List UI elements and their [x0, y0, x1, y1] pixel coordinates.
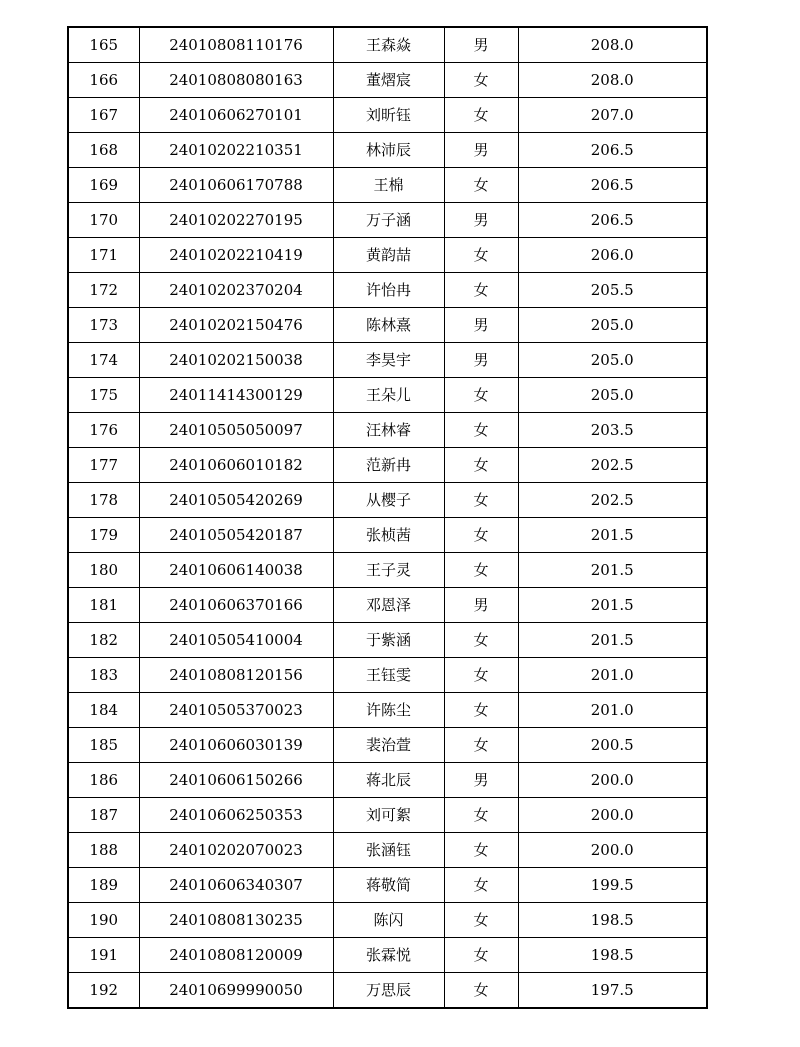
rank-cell: 180 — [68, 553, 139, 588]
score-cell: 201.0 — [518, 693, 707, 728]
exam-id-cell: 24010606010182 — [139, 448, 333, 483]
rank-cell: 187 — [68, 798, 139, 833]
student-name-cell: 张桢茜 — [333, 518, 444, 553]
exam-id-cell: 24010202150038 — [139, 343, 333, 378]
student-name-cell: 从樱子 — [333, 483, 444, 518]
exam-id-cell: 24010606170788 — [139, 168, 333, 203]
table-row — [68, 27, 707, 63]
rank-cell: 178 — [68, 483, 139, 518]
table-body — [68, 27, 707, 1008]
student-name-cell: 万思辰 — [333, 973, 444, 1009]
exam-id-cell: 24010606150266 — [139, 763, 333, 798]
student-name-cell: 裴治萱 — [333, 728, 444, 763]
gender-cell: 女 — [444, 518, 518, 553]
score-cell: 198.5 — [518, 938, 707, 973]
score-cell: 207.0 — [518, 98, 707, 133]
student-name-cell: 王森焱 — [333, 27, 444, 63]
student-name-cell: 林沛辰 — [333, 133, 444, 168]
table-row — [68, 693, 707, 728]
exam-id-cell: 24010606270101 — [139, 98, 333, 133]
table-row — [68, 413, 707, 448]
gender-cell: 女 — [444, 623, 518, 658]
gender-cell: 女 — [444, 693, 518, 728]
rank-cell: 183 — [68, 658, 139, 693]
exam-id-cell: 24010202270195 — [139, 203, 333, 238]
student-name-cell: 黄韵喆 — [333, 238, 444, 273]
score-cell: 206.5 — [518, 203, 707, 238]
exam-id-cell: 24010202210419 — [139, 238, 333, 273]
score-cell: 201.5 — [518, 553, 707, 588]
gender-cell: 女 — [444, 553, 518, 588]
exam-id-cell: 24010808110176 — [139, 27, 333, 63]
table-row — [68, 973, 707, 1009]
student-name-cell: 张涵钰 — [333, 833, 444, 868]
table-row — [68, 448, 707, 483]
exam-id-cell: 24010606250353 — [139, 798, 333, 833]
score-cell: 198.5 — [518, 903, 707, 938]
score-cell: 200.5 — [518, 728, 707, 763]
score-cell: 201.5 — [518, 623, 707, 658]
rank-cell: 172 — [68, 273, 139, 308]
student-name-cell: 王朵儿 — [333, 378, 444, 413]
student-name-cell: 许陈尘 — [333, 693, 444, 728]
exam-id-cell: 24010202210351 — [139, 133, 333, 168]
student-name-cell: 蒋敬简 — [333, 868, 444, 903]
gender-cell: 女 — [444, 98, 518, 133]
exam-id-cell: 24010505370023 — [139, 693, 333, 728]
student-name-cell: 于紫涵 — [333, 623, 444, 658]
student-name-cell: 刘昕钰 — [333, 98, 444, 133]
rank-cell: 191 — [68, 938, 139, 973]
score-cell: 201.5 — [518, 588, 707, 623]
student-name-cell: 王子灵 — [333, 553, 444, 588]
exam-id-cell: 24010202370204 — [139, 273, 333, 308]
exam-id-cell: 24010808120156 — [139, 658, 333, 693]
score-cell: 202.5 — [518, 483, 707, 518]
rank-cell: 181 — [68, 588, 139, 623]
table-row — [68, 238, 707, 273]
score-cell: 199.5 — [518, 868, 707, 903]
gender-cell: 男 — [444, 343, 518, 378]
exam-id-cell: 24010202150476 — [139, 308, 333, 343]
gender-cell: 女 — [444, 973, 518, 1009]
table-row — [68, 133, 707, 168]
exam-id-cell: 24010606140038 — [139, 553, 333, 588]
table-row — [68, 623, 707, 658]
exam-id-cell: 24011414300129 — [139, 378, 333, 413]
student-name-cell: 蒋北辰 — [333, 763, 444, 798]
gender-cell: 女 — [444, 868, 518, 903]
score-cell: 208.0 — [518, 63, 707, 98]
student-name-cell: 许怡冉 — [333, 273, 444, 308]
rank-cell: 182 — [68, 623, 139, 658]
gender-cell: 男 — [444, 27, 518, 63]
score-cell: 205.5 — [518, 273, 707, 308]
gender-cell: 男 — [444, 763, 518, 798]
gender-cell: 女 — [444, 903, 518, 938]
student-name-cell: 汪林睿 — [333, 413, 444, 448]
rank-cell: 167 — [68, 98, 139, 133]
table-row — [68, 98, 707, 133]
rank-cell: 192 — [68, 973, 139, 1009]
table-row — [68, 553, 707, 588]
exam-id-cell: 24010505420187 — [139, 518, 333, 553]
table-row — [68, 203, 707, 238]
student-name-cell: 张霖悦 — [333, 938, 444, 973]
exam-id-cell: 24010202070023 — [139, 833, 333, 868]
rank-cell: 184 — [68, 693, 139, 728]
score-cell: 206.0 — [518, 238, 707, 273]
score-cell: 208.0 — [518, 27, 707, 63]
student-name-cell: 陈林熹 — [333, 308, 444, 343]
gender-cell: 女 — [444, 448, 518, 483]
table-row — [68, 168, 707, 203]
gender-cell: 女 — [444, 63, 518, 98]
gender-cell: 女 — [444, 483, 518, 518]
rank-cell: 185 — [68, 728, 139, 763]
table-row — [68, 378, 707, 413]
rank-cell: 177 — [68, 448, 139, 483]
exam-id-cell: 24010606370166 — [139, 588, 333, 623]
rank-cell: 170 — [68, 203, 139, 238]
rank-cell: 189 — [68, 868, 139, 903]
table-row — [68, 658, 707, 693]
table-row — [68, 483, 707, 518]
gender-cell: 女 — [444, 238, 518, 273]
score-cell: 202.5 — [518, 448, 707, 483]
score-cell: 203.5 — [518, 413, 707, 448]
score-cell: 200.0 — [518, 763, 707, 798]
student-name-cell: 范新冉 — [333, 448, 444, 483]
student-name-cell: 万子涵 — [333, 203, 444, 238]
gender-cell: 女 — [444, 658, 518, 693]
score-cell: 200.0 — [518, 798, 707, 833]
exam-id-cell: 24010505410004 — [139, 623, 333, 658]
score-table — [67, 26, 708, 1009]
rank-cell: 173 — [68, 308, 139, 343]
gender-cell: 女 — [444, 273, 518, 308]
rank-cell: 169 — [68, 168, 139, 203]
rank-cell: 190 — [68, 903, 139, 938]
rank-cell: 175 — [68, 378, 139, 413]
table-row — [68, 273, 707, 308]
score-cell: 205.0 — [518, 343, 707, 378]
score-cell: 197.5 — [518, 973, 707, 1009]
table-row — [68, 588, 707, 623]
table-row — [68, 518, 707, 553]
score-cell: 201.0 — [518, 658, 707, 693]
student-name-cell: 王钰雯 — [333, 658, 444, 693]
rank-cell: 165 — [68, 27, 139, 63]
table-row — [68, 343, 707, 378]
table-row — [68, 63, 707, 98]
rank-cell: 179 — [68, 518, 139, 553]
exam-id-cell: 24010699990050 — [139, 973, 333, 1009]
exam-id-cell: 24010808130235 — [139, 903, 333, 938]
table-row — [68, 938, 707, 973]
rank-cell: 166 — [68, 63, 139, 98]
gender-cell: 男 — [444, 133, 518, 168]
exam-id-cell: 24010606340307 — [139, 868, 333, 903]
table-row — [68, 308, 707, 343]
table-row — [68, 763, 707, 798]
table-row — [68, 903, 707, 938]
rank-cell: 186 — [68, 763, 139, 798]
exam-id-cell: 24010808080163 — [139, 63, 333, 98]
table-row — [68, 833, 707, 868]
table-row — [68, 868, 707, 903]
exam-id-cell: 24010606030139 — [139, 728, 333, 763]
gender-cell: 女 — [444, 728, 518, 763]
score-cell: 200.0 — [518, 833, 707, 868]
gender-cell: 女 — [444, 378, 518, 413]
exam-id-cell: 24010505050097 — [139, 413, 333, 448]
table-row — [68, 728, 707, 763]
rank-cell: 174 — [68, 343, 139, 378]
table-row — [68, 798, 707, 833]
score-cell: 205.0 — [518, 308, 707, 343]
student-name-cell: 王棉 — [333, 168, 444, 203]
gender-cell: 男 — [444, 308, 518, 343]
student-name-cell: 董熠宸 — [333, 63, 444, 98]
gender-cell: 男 — [444, 588, 518, 623]
student-name-cell: 邓恩泽 — [333, 588, 444, 623]
student-name-cell: 陈闪 — [333, 903, 444, 938]
score-cell: 206.5 — [518, 133, 707, 168]
rank-cell: 176 — [68, 413, 139, 448]
gender-cell: 女 — [444, 413, 518, 448]
exam-id-cell: 24010505420269 — [139, 483, 333, 518]
score-cell: 201.5 — [518, 518, 707, 553]
gender-cell: 女 — [444, 938, 518, 973]
rank-cell: 188 — [68, 833, 139, 868]
gender-cell: 女 — [444, 798, 518, 833]
gender-cell: 女 — [444, 168, 518, 203]
gender-cell: 男 — [444, 203, 518, 238]
gender-cell: 女 — [444, 833, 518, 868]
student-name-cell: 刘可絮 — [333, 798, 444, 833]
rank-cell: 168 — [68, 133, 139, 168]
score-cell: 206.5 — [518, 168, 707, 203]
student-name-cell: 李昊宇 — [333, 343, 444, 378]
rank-cell: 171 — [68, 238, 139, 273]
exam-id-cell: 24010808120009 — [139, 938, 333, 973]
score-cell: 205.0 — [518, 378, 707, 413]
